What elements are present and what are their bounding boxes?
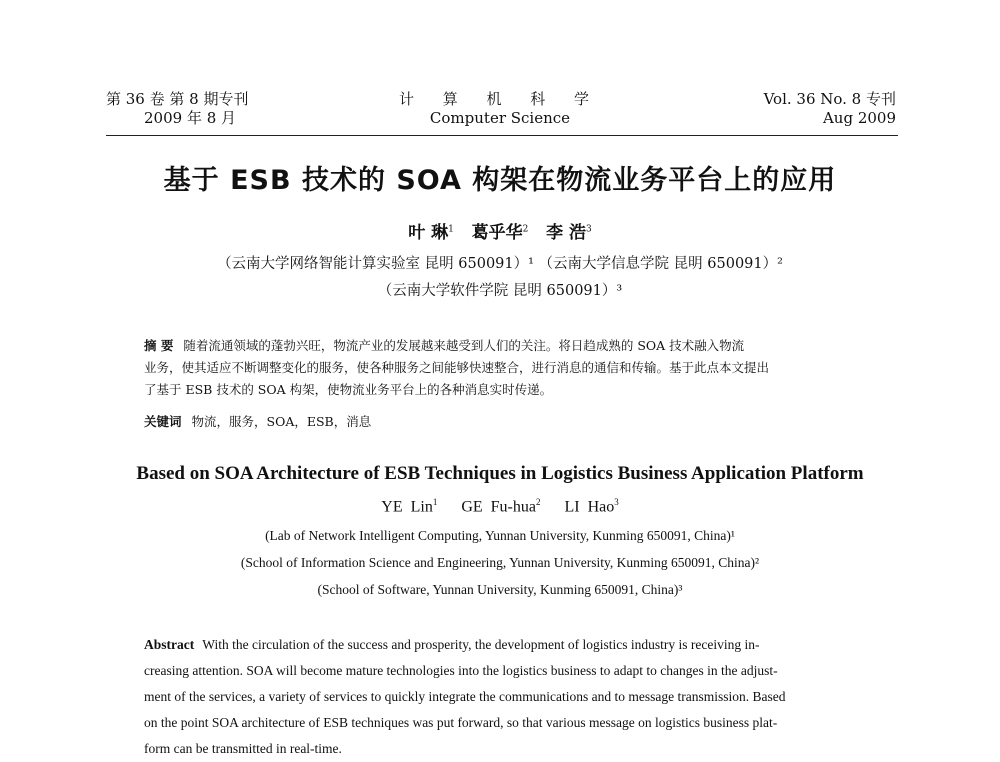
author-name: 葛乎华 (471, 223, 523, 243)
date-line: 2009 年 8 月 (144, 109, 237, 127)
journal-name-cn: 计 算 机 科 学 (398, 90, 602, 108)
author-sup: 3 (586, 224, 592, 235)
authors-cn (0, 218, 1000, 243)
author-sup: 3 (614, 497, 619, 507)
affiliation-cn-line: （云南大学网络智能计算实验室 昆明 650091）¹ （云南大学信息学院 昆明 650091）² (217, 256, 783, 272)
date-line-en: Aug 2009 (822, 109, 896, 127)
volume-line-en: Vol. 36 No. 8 专刊 (763, 90, 896, 108)
abstract-cn-line (144, 335, 868, 357)
keywords-cn-text: 物流，服务，SOA，ESB，消息 (191, 414, 372, 429)
volume-line: 第 36 卷 第 8 期专刊 (106, 90, 249, 108)
author-name: 李 浩 (546, 223, 587, 243)
author-sup: 2 (535, 497, 541, 507)
paper-title-en: Based on SOA Architecture of ESB Techniques in Logistics Business Application Platform (136, 463, 864, 484)
abstract-en-line (144, 632, 868, 658)
abstract-cn-line: 了基于 ESB 技术的 SOA 构架，使物流业务平台上的各种消息实时传递。 (144, 382, 553, 397)
author-sup: 1 (432, 497, 438, 507)
authors-en (0, 497, 1000, 516)
abstract-cn-line: 业务，使其适应不断调整变化的服务，使各种服务之间能够快速整合，进行消息的通信和传输。基于此点本文提出 (144, 360, 770, 375)
author-sup: 2 (522, 224, 529, 235)
abstract-cn (144, 335, 868, 401)
author-name-en: YE Lin (381, 498, 433, 516)
abstract-en-line: form can be transmitted in real-time. (144, 741, 342, 756)
affiliation-en-line: (School of Software, Yunnan University, Kunming 650091, China)³ (317, 582, 683, 597)
affiliation-en-line: (School of Information Science and Engineering, Yunnan University, Kunming 650091, China)² (240, 555, 760, 570)
abstract-en-label: Abstract (144, 637, 195, 652)
journal-volume-info-en (764, 90, 896, 128)
keywords-cn-label: 关键词 (144, 414, 182, 429)
affiliation-cn-line: （云南大学软件学院 昆明 650091）³ (377, 283, 623, 299)
keywords-cn (144, 412, 371, 430)
abstract-cn-label: 摘 要 (144, 338, 174, 353)
abstract-en-line: ment of the services, a variety of services to quickly integrate the communications and to message transmission. Based (144, 689, 786, 704)
affiliation-en-line: (Lab of Network Intelligent Computing, Yunnan University, Kunming 650091, China)¹ (265, 528, 735, 543)
abstract-en-text: With the circulation of the success and prosperity, the development of logistics industry is receiving in- (202, 637, 760, 652)
paper-title-cn: 基于 ESB 技术的 SOA 构架在物流业务平台上的应用 (163, 165, 837, 196)
header-divider (106, 135, 898, 136)
author-sup: 1 (448, 224, 454, 235)
author-name-en: LI Hao (564, 498, 615, 516)
author-name: 叶 琳 (408, 223, 449, 243)
abstract-en-line: creasing attention. SOA will become mature technologies into the logistics business to adapt to changes in the adjust- (144, 663, 778, 678)
journal-name-en: Computer Science (429, 109, 571, 127)
abstract-cn-text: 随着流通领域的蓬勃兴旺，物流产业的发展越来越受到人们的关注。将日趋成熟的 SOA 技术融入物流 (183, 338, 745, 353)
abstract-en-line: on the point SOA architecture of ESB techniques was put forward, so that various message on logistics business plat- (144, 715, 778, 730)
author-name-en: GE Fu-hua (461, 498, 536, 516)
abstract-en (144, 632, 868, 762)
